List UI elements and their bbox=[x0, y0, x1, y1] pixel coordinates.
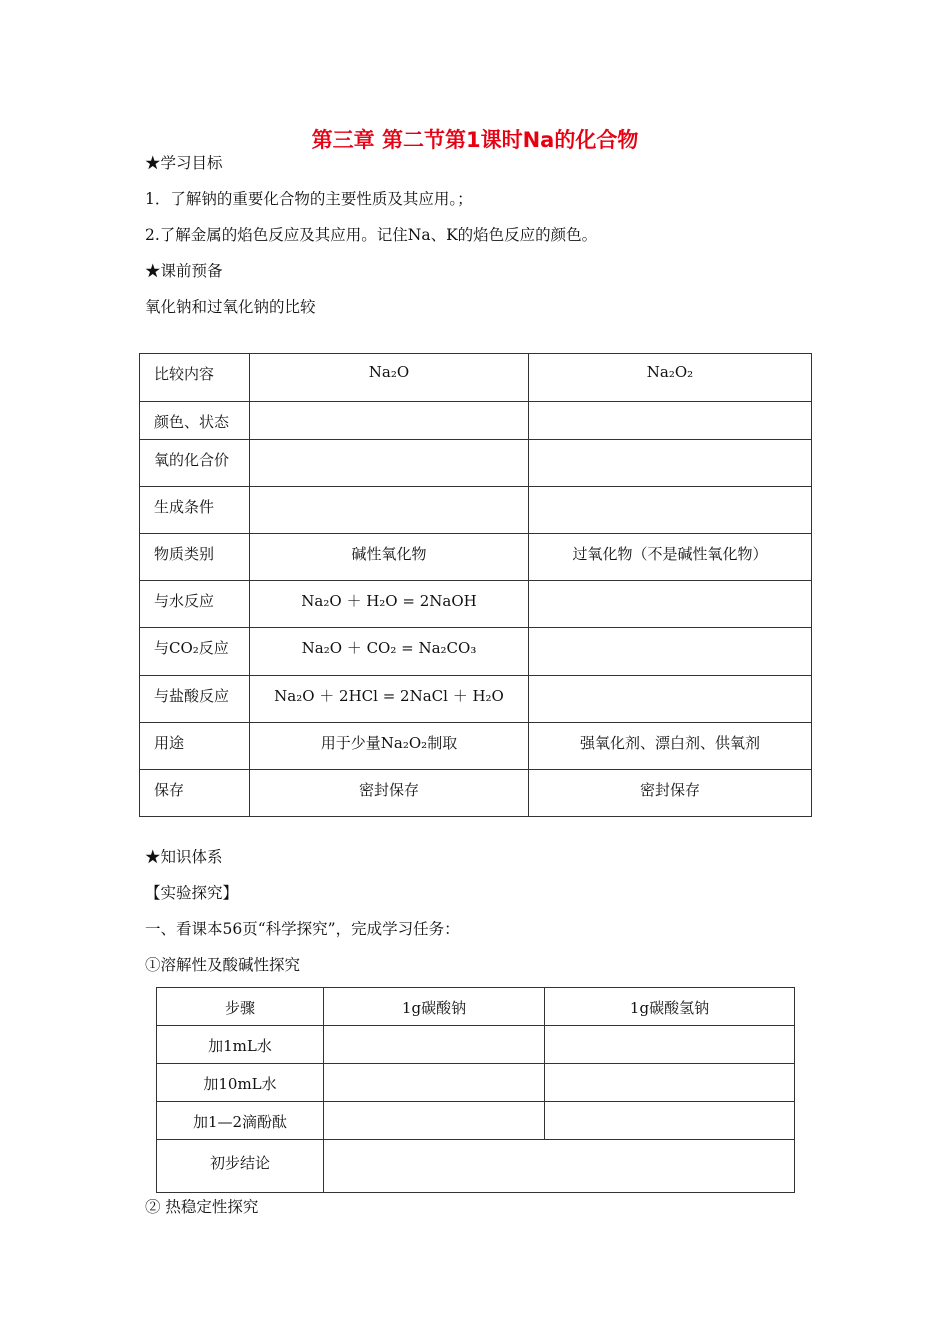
page-title: 第三章 第二节第1课时Na的化合物 bbox=[311, 128, 639, 152]
table-cell bbox=[545, 1064, 795, 1102]
header-cell: 步骤 bbox=[157, 988, 324, 1026]
table-row bbox=[140, 628, 812, 676]
table-row bbox=[140, 723, 812, 770]
table-cell bbox=[529, 676, 812, 723]
sub-2: ② 热稳定性探究 bbox=[145, 1198, 259, 1216]
table-cell: 用于少量Na₂O₂制取 bbox=[250, 723, 529, 770]
table-cell: 碱性氧化物 bbox=[250, 534, 529, 581]
table-cell bbox=[250, 440, 529, 487]
table-cell bbox=[324, 1026, 545, 1064]
sub-1: ①溶解性及酸碱性探究 bbox=[145, 956, 301, 974]
table-row bbox=[140, 440, 812, 487]
compare-caption: 氧化钠和过氧化钠的比较 bbox=[145, 298, 316, 316]
table-cell: Na₂O ＋ H₂O = 2NaOH bbox=[250, 581, 529, 628]
row-label: 生成条件 bbox=[140, 487, 250, 534]
header-cell: Na₂O₂ bbox=[529, 354, 812, 402]
table-cell bbox=[324, 1102, 545, 1140]
header-cell: 1g碳酸钠 bbox=[324, 988, 545, 1026]
knowledge-heading: ★知识体系 bbox=[145, 848, 223, 866]
oxide-comparison-table bbox=[139, 353, 812, 817]
row-label: 物质类别 bbox=[140, 534, 250, 581]
header-cell: Na₂O bbox=[250, 354, 529, 402]
table-row bbox=[140, 770, 812, 817]
table-row bbox=[157, 1026, 795, 1064]
table-cell bbox=[529, 487, 812, 534]
table-cell bbox=[324, 1064, 545, 1102]
row-label: 用途 bbox=[140, 723, 250, 770]
row-label: 与水反应 bbox=[140, 581, 250, 628]
row-label: 加1—2滴酚酞 bbox=[157, 1102, 324, 1140]
table-cell bbox=[324, 1140, 795, 1193]
row-label: 加1mL水 bbox=[157, 1026, 324, 1064]
table-cell: 密封保存 bbox=[250, 770, 529, 817]
experiment-heading: 【实验探究】 bbox=[145, 884, 239, 902]
table-cell: Na₂O ＋ 2HCl = 2NaCl ＋ H₂O bbox=[250, 676, 529, 723]
table-row bbox=[157, 1140, 795, 1193]
table-row bbox=[140, 581, 812, 628]
goal-2: 2.了解金属的焰色反应及其应用。记住Na、K的焰色反应的颜色。 bbox=[145, 226, 598, 244]
table-cell bbox=[529, 628, 812, 676]
row-label: 保存 bbox=[140, 770, 250, 817]
prep-heading: ★课前预备 bbox=[145, 262, 223, 280]
table-cell: 过氧化物（不是碱性氧化物） bbox=[529, 534, 812, 581]
table-row bbox=[140, 676, 812, 723]
goals-heading: ★学习目标 bbox=[145, 154, 223, 172]
row-label: 初步结论 bbox=[157, 1140, 324, 1193]
table-cell bbox=[529, 402, 812, 440]
solubility-table bbox=[156, 987, 795, 1193]
table-cell bbox=[545, 1102, 795, 1140]
table-row bbox=[140, 402, 812, 440]
table-row bbox=[157, 1102, 795, 1140]
task-1: 一、看课本56页“科学探究”，完成学习任务： bbox=[145, 920, 460, 938]
table-header-row bbox=[140, 354, 812, 402]
table-cell bbox=[529, 440, 812, 487]
table-cell bbox=[529, 581, 812, 628]
table-cell bbox=[250, 402, 529, 440]
table-cell: 强氧化剂、漂白剂、供氧剂 bbox=[529, 723, 812, 770]
table-row bbox=[140, 534, 812, 581]
row-label: 与盐酸反应 bbox=[140, 676, 250, 723]
row-label: 加10mL水 bbox=[157, 1064, 324, 1102]
table-row bbox=[157, 1064, 795, 1102]
row-label: 与CO₂反应 bbox=[140, 628, 250, 676]
table-header-row bbox=[157, 988, 795, 1026]
header-cell: 比较内容 bbox=[140, 354, 250, 402]
table-row bbox=[140, 487, 812, 534]
row-label: 氧的化合价 bbox=[140, 440, 250, 487]
row-label: 颜色、状态 bbox=[140, 402, 250, 440]
table-cell bbox=[545, 1026, 795, 1064]
table-cell bbox=[250, 487, 529, 534]
table-cell: 密封保存 bbox=[529, 770, 812, 817]
header-cell: 1g碳酸氢钠 bbox=[545, 988, 795, 1026]
goal-1: 1．了解钠的重要化合物的主要性质及其应用。； bbox=[145, 190, 473, 208]
table-cell: Na₂O ＋ CO₂ = Na₂CO₃ bbox=[250, 628, 529, 676]
